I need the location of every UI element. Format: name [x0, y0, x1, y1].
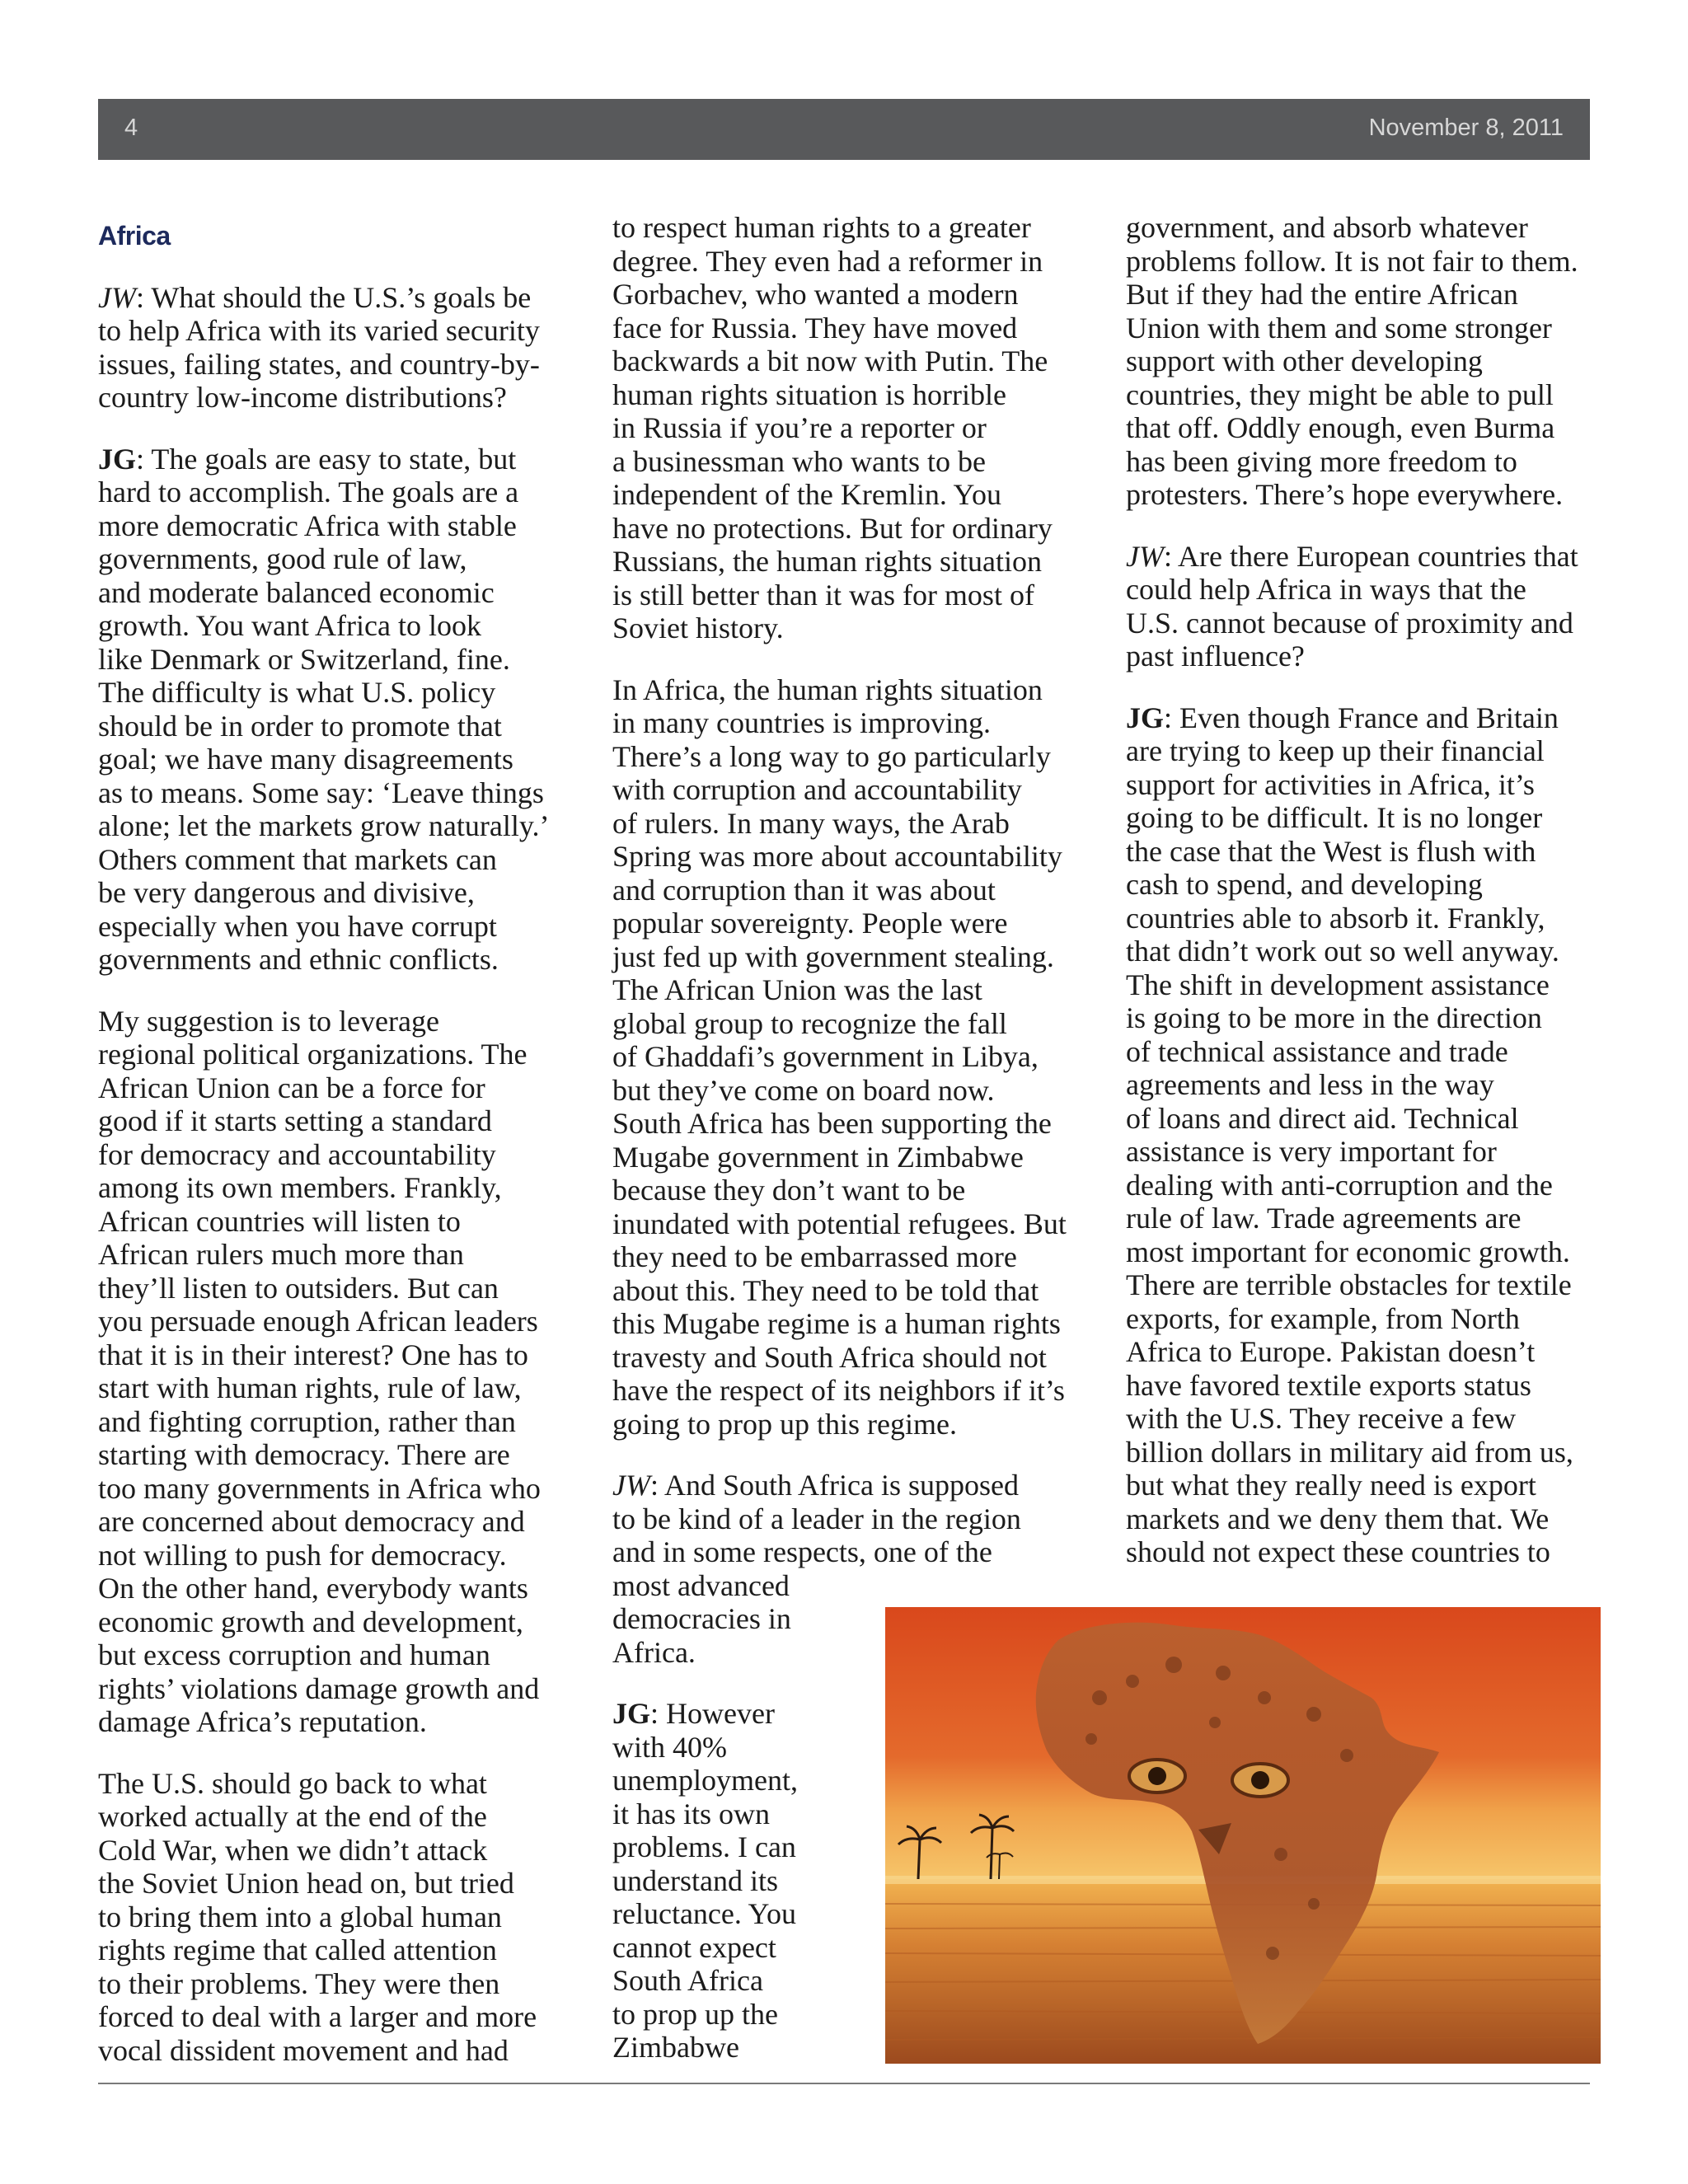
paragraph-text: : The goals are easy to state, but hard to accomplish. The goals are a more democratic Africa with stable governments, good rule of law, and moderate balanced economic growth. You want Africa to look like Denmark or Switzerland, fine. The difficulty is what U.S. policy should be in order to promote that goal; we have many disagreements as to means. Some say: ‘Leave things alone; let the markets grow naturally.’ Others comment that markets can be very dangerous and divisive, especially when you have corrupt governments and ethnic conflicts. [98, 442, 550, 976]
paragraph-text: : And South Africa is supposed to be kind of a leader in the region and in some respects, one of the most advanced democracies in Africa. [612, 1469, 1021, 1669]
paragraph: In Africa, the human rights situation in many countries is improving. There’s a long way to go particularly with corruption and accountability of rulers. In many ways, the Arab Spring was more about accountability and corruption than it was about popular sovereignty. People were just fed up with government stealing. The African Union was the last global group to recognize the fall of Ghaddafi’s government in Libya, but they’ve come on board now. South Africa has been supporting the Mugabe government in Zimbabwe because they don’t want to be inundated with potential refugees. But they need to be embarrassed more about this. They need to be told that this Mugabe regime is a human rights travesty and South Africa should not have the respect of its neighbors if it’s going to prop up this regime. [612, 673, 1067, 1441]
paragraph [98, 443, 576, 977]
paragraph [1126, 540, 1604, 673]
paragraph: government, and absorb whatever problems follow. It is not fair to them. But if they had the entire African Union with them and some stronger support with other developing countries, they might be able to pull that off. Oddly enough, even Burma has been giving more freedom to protesters. There’s hope everywhere. [1126, 211, 1578, 511]
paragraph [1126, 701, 1604, 1569]
africa-leopard-illustration [885, 1607, 1601, 2064]
page-header-bar [98, 99, 1590, 160]
paragraph: The U.S. should go back to what worked actually at the end of the Cold War, when we didn’t attack the Soviet Union head on, but tried to bring them into a global human rights regime that called attention to their problems. They were then forced to deal with a larger and more vocal dissident movement and had [98, 1766, 537, 2067]
paragraph-text: : However with 40% unemployment, it has its own problems. I can understand its reluctance. You cannot expect South Africa to prop up the Zimbabwe [612, 1697, 798, 2064]
paragraph: to respect human rights to a greater degree. They even had a reformer in Gorbachev, who wanted a modern face for Russia. They have moved backwards a bit now with Putin. The human rights situation is horrible in Russia if you’re a reporter or a businessman who wants to be independent of the Kremlin. You have no protections. But for ordinary Russians, the human rights situation is still better than it was for most of Soviet history. [612, 211, 1053, 644]
paragraph-text: : Even though France and Britain are trying to keep up their financial support for activities in Africa, it’s going to be difficult. It is no longer the case that the West is flush with cash to spend, and developing countries able to absorb it. Frankly, that didn’t work out so well anyway. The shift in development assistance is going to be more in the direction of technical assistance and trade agreements and less in the way of loans and direct aid. Technical assistance is very important for dealing with anti-corruption and the rule of law. Trade agreements are most important for economic growth. There are terrible obstacles for textile exports, for example, from North Africa to Europe. Pakistan doesn’t have favored textile exports status with the U.S. They receive a few billion dollars in military aid from us, but what they really need is export markets and we deny them that. We should not expect these countries to [1126, 701, 1573, 1568]
footer-rule [98, 2083, 1590, 2084]
article-column-1 [98, 211, 576, 2095]
speaker-initials: JG [98, 442, 137, 476]
article-column-3 [1126, 211, 1604, 1597]
speaker-initials: JW [612, 1469, 650, 1502]
section-heading: Africa [98, 221, 171, 251]
speaker-initials: JW [98, 280, 136, 314]
paragraph-text: : What should the U.S.’s goals be to help Africa with its varied security issues, failing states, and country-by- country low-income distributions? [98, 280, 540, 414]
paragraph-text: : Are there European countries that could help Africa in ways that the U.S. cannot because of proximity and past influence? [1126, 539, 1578, 673]
page-number: 4 [124, 115, 138, 141]
issue-date: November 8, 2011 [1368, 115, 1564, 141]
speaker-initials: JG [612, 1697, 651, 1730]
speaker-initials: JW [1126, 539, 1164, 573]
speaker-initials: JG [1126, 701, 1165, 734]
paragraph [98, 281, 576, 415]
paragraph: My suggestion is to leverage regional political organizations. The African Union can be a force for good if it starts setting a standard for democracy and accountability among its own members. Frankly, African countries will listen to African rulers much more than they’ll listen to outsiders. But can you persuade enough African leaders that it is in their interest? One has to start with human rights, rule of law, and fighting corruption, rather than starting with democracy. There are too many governments in Africa who are concerned about democracy and not willing to push for democracy. On the other hand, everybody wants economic growth and development, but excess corruption and human rights’ violations damage growth and damage Africa’s reputation. [98, 1004, 541, 1738]
illustration-svg [885, 1607, 1601, 2064]
